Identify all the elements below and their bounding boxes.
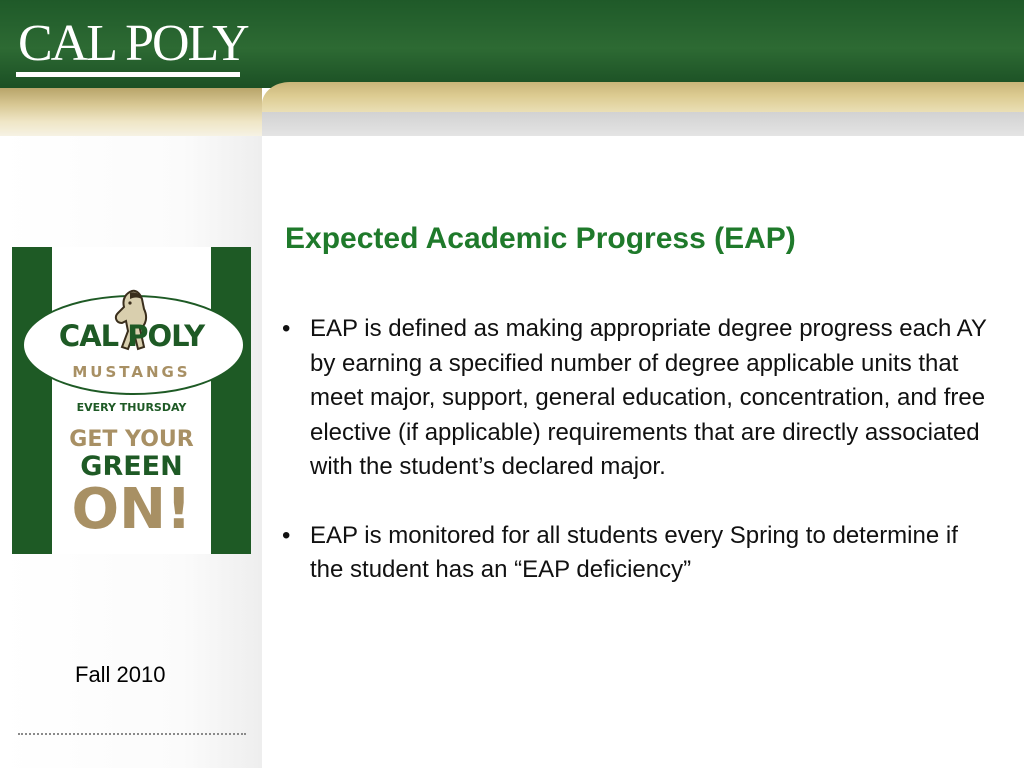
header-gold-swoosh [262, 82, 1024, 112]
bullet-dot: • [282, 521, 291, 549]
mustangs-poster-image [12, 247, 251, 554]
logo-underline [16, 72, 240, 77]
bullet-list [282, 312, 992, 588]
header-gold-band-left [0, 88, 262, 136]
poster-line-3: ON! [71, 477, 192, 542]
poster-line-1: GET YOUR [69, 427, 194, 452]
slide-header [0, 0, 1024, 136]
bullet-item [282, 519, 992, 588]
logo-text: CAL POLY [18, 15, 248, 72]
bullet-text: EAP is defined as making appropriate degree progress each AY by earning a specified number of degree applicable units that meet major, support, general education, concentration, and free elective (if applicable) requirements that are directly associated with the student’s declared major. [310, 315, 987, 480]
cal-poly-logo [14, 12, 248, 84]
poster-line-2: GREEN [80, 451, 183, 482]
slide-title: Expected Academic Progress (EAP) [285, 222, 796, 255]
poster-tagline: EVERY THURSDAY [76, 401, 187, 414]
poster-school-name: CAL POLY [58, 319, 205, 353]
bullet-text: EAP is monitored for all students every Spring to determine if the student has an “EAP deficiency” [310, 521, 958, 583]
footer-date: Fall 2010 [75, 662, 166, 687]
footer-dotted-divider [18, 733, 246, 735]
bullet-dot: • [282, 315, 291, 342]
poster-team-name: MUSTANGS [72, 363, 191, 381]
bullet-item [282, 312, 992, 485]
header-gray-band [262, 112, 1024, 136]
